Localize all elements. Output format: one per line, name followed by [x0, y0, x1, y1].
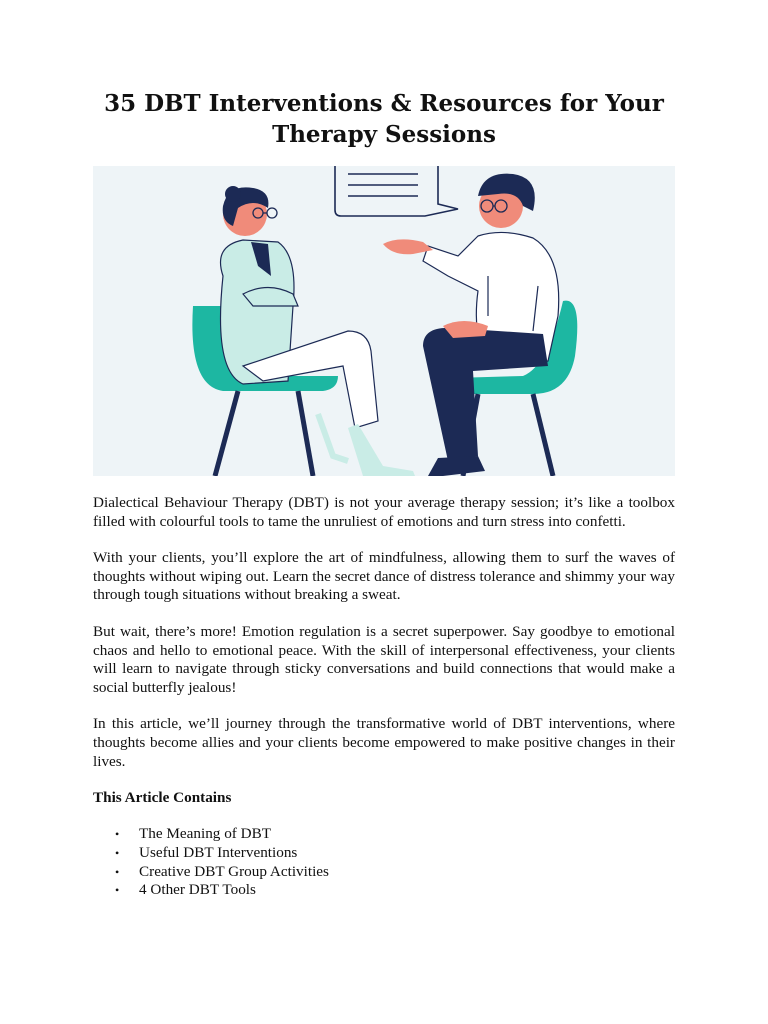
- intro-paragraph-4: In this article, we’ll journey through the transformative world of DBT interventions, where thoughts become allies and your clients become empowered to make positive changes in their lives.: [93, 715, 675, 770]
- toc-item-label: Useful DBT Interventions: [139, 843, 298, 861]
- bullet-icon: •: [115, 845, 120, 860]
- speech-bubble-icon: [335, 166, 458, 216]
- toc-item-label: Creative DBT Group Activities: [139, 862, 329, 880]
- client-figure-icon: [383, 174, 559, 476]
- toc-item-meaning[interactable]: [115, 825, 675, 844]
- page-title: 35 DBT Interventions & Resources for Your Therapy Sessions: [104, 90, 664, 148]
- toc-item-other-tools[interactable]: [115, 881, 675, 900]
- contents-heading: This Article Contains: [93, 789, 232, 807]
- toc-item-label: 4 Other DBT Tools: [139, 881, 256, 899]
- therapist-figure-icon: [221, 186, 416, 476]
- table-of-contents: [93, 825, 675, 900]
- bullet-icon: •: [115, 827, 120, 842]
- toc-item-group-activities[interactable]: [115, 862, 675, 882]
- toc-item-interventions[interactable]: [115, 843, 675, 863]
- bullet-icon: •: [115, 883, 120, 898]
- intro-paragraph-3: But wait, there’s more! Emotion regulation is a secret superpower. Say goodbye to emotional chaos and hello to emotional peace. With the skill of interpersonal effectiveness, your clients will learn to navigate through sticky conversations and build connections that would make a social butterfly jealous!: [93, 622, 675, 696]
- therapy-session-illustration-icon: [93, 166, 675, 476]
- hero-illustration: [93, 166, 675, 476]
- bullet-icon: •: [115, 864, 120, 879]
- article: [93, 88, 675, 900]
- toc-item-label: The Meaning of DBT: [139, 825, 272, 843]
- intro-paragraph-2: With your clients, you’ll explore the art of mindfulness, allowing them to surf the waves of thoughts without wiping out. Learn the secret dance of distress tolerance and shimmy your way through tough situations without breaking a sweat.: [93, 549, 675, 604]
- intro-paragraph-1: Dialectical Behaviour Therapy (DBT) is not your average therapy session; it’s like a toolbox filled with colourful tools to tame the unruliest of emotions and turn stress into confetti.: [93, 494, 675, 530]
